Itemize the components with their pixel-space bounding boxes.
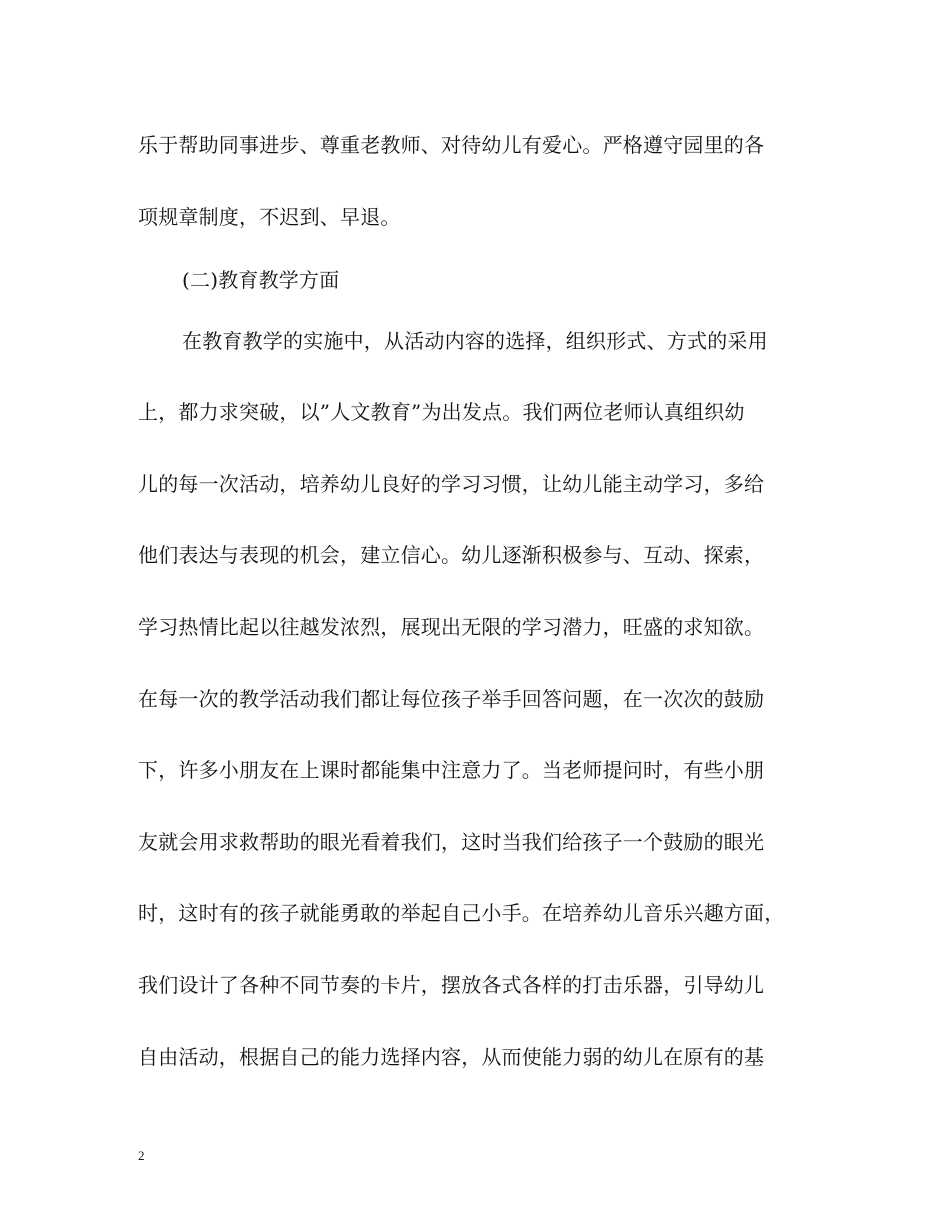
text-line: 下，许多小朋友在上课时都能集中注意力了。当老师提问时，有些小朋 bbox=[138, 758, 765, 782]
text-line: 时，这时有的孩子就能勇敢的举起自己小手。在培养幼儿音乐兴趣方面， bbox=[138, 901, 785, 925]
text-line: 项规章制度，不迟到、早退。 bbox=[138, 205, 401, 229]
text-line: 学习热情比起以往越发浓烈，展现出无限的学习潜力，旺盛的求知欲。 bbox=[138, 615, 765, 639]
page-number: 2 bbox=[138, 1148, 145, 1163]
text-line: 在每一次的教学活动我们都让每位孩子举手回答问题，在一次次的鼓励 bbox=[138, 687, 765, 711]
text-line: 在教育教学的实施中，从活动内容的选择，组织形式、方式的采用 bbox=[182, 329, 768, 353]
text-line: 乐于帮助同事进步、尊重老教师、对待幼儿有爱心。严格遵守园里的各 bbox=[138, 133, 765, 157]
text-line: 友就会用求救帮助的眼光看着我们，这时当我们给孩子一个鼓励的眼光 bbox=[138, 830, 765, 854]
text-line: 上，都力求突破，以”人文教育”为出发点。我们两位老师认真组织幼 bbox=[138, 400, 745, 424]
text-line: 儿的每一次活动，培养幼儿良好的学习习惯，让幼儿能主动学习，多给 bbox=[138, 472, 765, 496]
section-heading: (二)教育教学方面 bbox=[182, 268, 340, 292]
text-line: 自由活动，根据自己的能力选择内容，从而使能力弱的幼儿在原有的基 bbox=[138, 1045, 765, 1069]
text-line: 他们表达与表现的机会，建立信心。幼儿逐渐积极参与、互动、探索， bbox=[138, 543, 765, 567]
text-line: 我们设计了各种不同节奏的卡片，摆放各式各样的打击乐器，引导幼儿 bbox=[138, 973, 765, 997]
